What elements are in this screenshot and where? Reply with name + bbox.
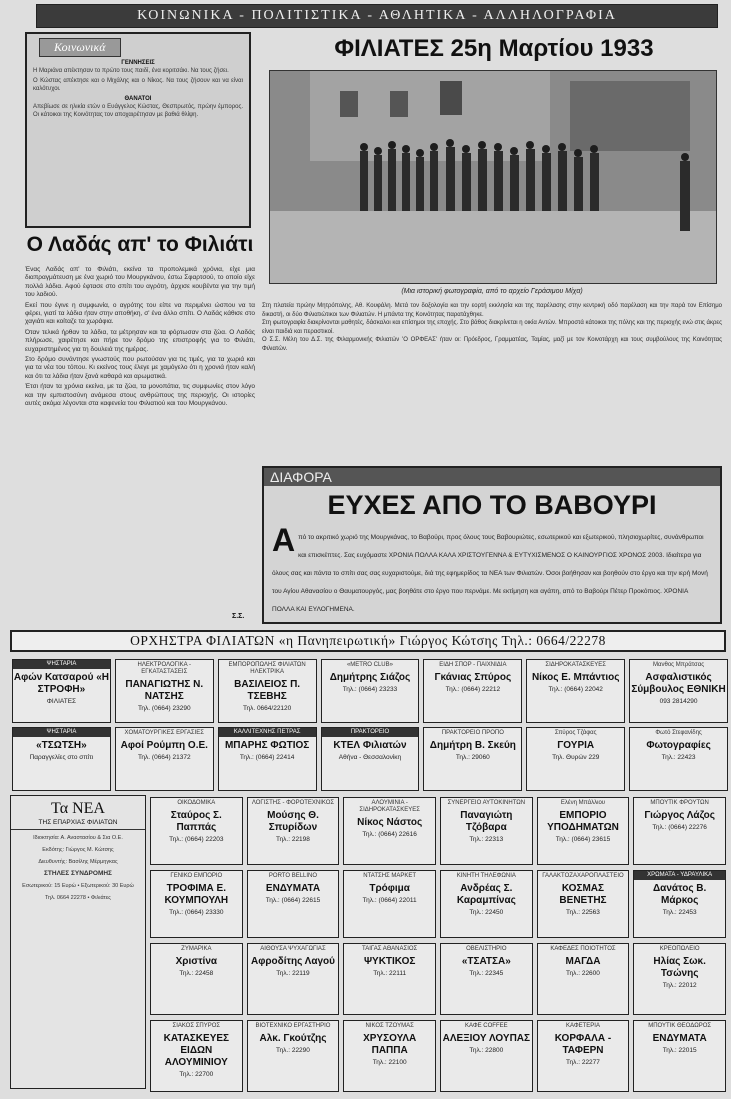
ad-phone: Τηλ.: 22100 [372,1059,407,1066]
section-banner: ΚΟΙΝΩΝΙΚΑ - ΠΟΛΙΤΙΣΤΙΚΑ - ΑΘΛΗΤΙΚΑ - ΑΛΛΗΛΟΓΡΑΦΙΑ [36,4,718,28]
diafora-text [272,526,712,620]
ad-category: ΣΙΔΗΡΟΚΑΤΑΣΚΕΥΕΣ [545,662,606,668]
diafora-body: πό το ακριτικό χωριό της Μουργκάνας, το Βαβούρι, προς όλους τους Βαβουριώτες, εσωτερικού και εξωτερικού, πλησιοχωρίτες, συνάνθρωποι και επισκέπτες. Σας ευχόμαστε ΧΡΟΝΙΑ ΠΟΛΛΑ ΚΑΛΑ ΧΡΙΣΤΟΥΓΕΝΝΑ & ΕΥΤΥΧΙΣΜΕΝΟΣ Ο ΚΑΙΝΟΥΡΓΙΟΣ ΧΡΟΝΟΣ 2003. Ιδιαίτερα για όλους σας και πάντα το σπίτι σας σας ευχαριστούμε, διά της εφημερίδος τα ΝΕΑ των Φιλιατών. Όσοι βοήθησαν και βοηθούν στο έργο και την ιερή Μονή του Αγίου Αθανασίου ο Θαυματουργός, μας βοηθάτε στο έργο που περνάμε. Με εκτίμηση και αγάπη, από το Βαβούρι Πέτερ Προκόπιος. ΧΡΟΝΙΑ ΠΟΛΛΑ ΚΑΙ ΕΥΛΟΓΗΜΕΝΑ. [272,534,708,613]
ad-phone: Τηλ. 0664/22120 [242,705,292,712]
left-article-title: Ο Λαδάς απ' το Φιλιάτι [26,233,254,256]
nea-subscriptions-head: ΣΤΗΛΕΣ ΣΥΝΔΡΟΜΗΣ [44,870,112,877]
social-heading: Κοινωνικά [39,38,121,57]
ad-business-name: Γκάνιας Σπύρος [434,672,512,683]
ad-category: ΚΑΦΕ COFFEE [465,1023,508,1029]
ad-business-name: ΕΜΠΟΡΙΟ ΥΠΟΔΗΜΑΤΩΝ [547,810,619,833]
nea-title: Τα ΝΕΑ [51,800,105,817]
left-paragraph: Έτσι ήταν τα χρόνια εκείνα, με τα ζώα, τα μονοπάτια, τις συμφωνίες στον λόγο και την εμπιστοσύνη ανάμεσα στους ανθρώπους της περιοχής. Οι ιστορίες αυτές ακόμα λέγονται στα καφενεία του Φιλιατιού και του Μουργκάνου. [25,383,255,408]
ad-box [218,727,317,791]
ad-business-name: Γιώργος Λάζος [644,810,715,821]
nea-publisher: Εκδότης: Γιώργος Μ. Κώτσης [42,847,114,853]
births-heading: ΓΕΝΝΗΣΕΙΣ [121,60,155,66]
ad-business-name: Δανάτος Β. Μάρκος [652,883,707,906]
ad-business-name: Δημήτρη Β. Σκεύη [429,740,516,751]
ad-business-name: ΚΑΤΑΣΚΕΥΕΣ ΕΙΔΩΝ ΑΛΟΥΜΙΝΙΟΥ [163,1033,230,1068]
ad-category: ΣΥΝΕΡΓΕΙΟ ΑΥΤΟΚΙΝΗΤΩΝ [447,800,526,806]
ad-business-name: ΚΟΡΦΑΛΑ - ΤΑΦΕΡΝ [554,1033,612,1056]
ad-box [633,870,726,938]
newspaper-info-box [10,795,146,1089]
ad-box [150,797,243,865]
ad-category: ΓΕΝΙΚΟ ΕΜΠΟΡΙΟ [170,873,223,879]
deaths-text: Απεβίωσε σε ηλικία ετών ο Ευάγγελος Κώστας, Θεσπρωτός, πρώην έμπορος. Οι κάτοικοι της Κοινότητας τον αποχαιρέτησαν με βαθιά θλίψη. [33,104,243,118]
ad-phone: Τηλ. (0664) 23290 [137,705,191,712]
ad-phone: Τηλ.: (0664) 23233 [342,686,398,693]
ad-business-name: Ασφαλιστικός Σύμβουλος ΕΘΝΙΚΗ [631,672,726,695]
right-paragraph: Στη φωτογραφία διακρίνονται μαθητές, δάσκαλοι και επίσημοι της εποχής. Στο βάθος διακρίνεται η οικία Αντών. Μπροστά κάτοικοι της πόλης και της περιοχής ενώ στις άκρες είναι παιδιά και περαστικοί. [262,320,722,335]
ad-box [12,727,111,791]
ad-box [247,870,340,938]
ad-business-name: ΕΝΔΥΜΑΤΑ [652,1033,707,1044]
ad-phone: Τηλ.: (0664) 22276 [652,824,707,831]
ad-box [633,943,726,1015]
ad-business-name: Σταύρος Σ. Παππάς [170,810,222,833]
ad-category: ΠΡΑΚΤΟΡΕΙΟ ΠΡΟΠΟ [441,730,504,736]
ad-category: Ελένη Μπάλλιου [560,800,606,806]
right-paragraph: Ο Σ.Σ. Μέλη του Δ.Σ. της Φιλαρμονικής Φιλιατών 'Ο ΟΡΦΕΑΣ' ήταν οι: Πρόεδρος, Γραμματέας, Ταμίας, μαζί με τον Κοινοτάρχη και τους συμβούλους της Κοινότητας Φιλιατών. [262,337,722,352]
ad-box [115,659,214,723]
historic-photo [269,70,717,284]
ad-phone: Τηλ.: 22563 [566,909,600,916]
ad-category: ΝΙΚΟΣ ΤΖΟΥΜΑΣ [365,1023,414,1029]
ad-business-name: Ανδρέας Σ. Καραμπίνας [456,883,516,906]
ad-business-name: ΜΠΑΡΗΣ ΦΩΤΙΟΣ [224,740,310,751]
ad-business-name: ΠΑΝΑΓΙΩΤΗΣ Ν. ΝΑΤΣΗΣ [125,679,204,702]
ad-box [440,1020,533,1092]
ad-box [12,659,111,723]
ad-phone: Τηλ.: (0664) 23330 [169,909,224,916]
ad-category: ΜΠΟΥΤΙΚ ΘΕΟΔΩΡΟΣ [648,1023,712,1029]
ad-business-name: ΒΑΣΙΛΕΙΟΣ Π. ΤΣΕΒΗΣ [234,679,301,702]
ad-phone: Τηλ.: (0664) 22203 [169,836,224,843]
ad-box [440,797,533,865]
ad-category: ΧΟΜΑΤΟΥΡΓΙΚΕΣ ΕΡΓΑΣΙΕΣ [124,730,204,736]
ad-phone: Τηλ.: (0664) 23615 [555,836,611,843]
ad-category: ΑΛΟΥΜΙΝΙΑ - ΣΙΔΗΡΟΚΑΤΑΣΚΕΥΕΣ [359,800,420,813]
ad-phone: Τηλ.: (0664) 22212 [445,686,501,693]
ad-business-name: Αφοί Ρούμπη Ο.Ε. [120,740,208,751]
nea-subtitle: ΤΗΣ ΕΠΑΡΧΙΑΣ ΦΙΛΙΑΤΩΝ [11,819,145,830]
left-article-signature: Σ.Σ. [232,613,245,620]
ad-category: ΑΙΘΟΥΣΑ ΨΥΧΑΓΩΓΙΑΣ [260,946,326,952]
ad-box [633,797,726,865]
ad-business-name: Αφών Κατσαρού «Η ΣΤΡΟΦΗ» [13,672,109,695]
ad-business-name: Νίκος Νάστος [357,817,423,828]
ad-category: ΕΙΔΗ ΣΠΟΡ - ΠΑΙΧΝΙΔΙΑ [439,662,507,668]
ad-business-name: Δημήτρης Σιάζος [329,672,411,683]
ad-box [343,797,436,865]
ad-phone: Τηλ.: 29060 [455,754,490,761]
ad-business-name: Χριστίνα [175,956,218,967]
left-paragraph: Εκεί που έγινε η συμφωνία, ο αγρότης του είπε να περιμένει ώσπου να τα φέρει, γιατί τα λάδια ήταν στην αποθήκη, σ' ένα άλλο σπίτι. Ο Λαδάς κάθισε στο χαγιάτι και κοίταζε τα χωράφια. [25,301,255,326]
ad-box [629,727,728,791]
ad-category: ΗΛΕΚΤΡΟΛΟΓΙΚΑ - ΕΓΚΑΤΑΣΤΑΣΕΙΣ [137,662,191,675]
ad-business-name: ΜΑΓΔΑ [565,956,601,967]
ad-phone: Τηλ.: (0664) 22616 [362,831,417,838]
left-article-body [25,266,255,616]
ad-category: ΕΜΠΟΡΟΠΩΛΗΣ ΦΙΛΙΑΤΩΝ ΗΛΕΚΤΡΙΚΑ [228,662,306,675]
ad-category: ΨΗΣΤΑΡΙΑ [13,728,110,737]
ad-category: ΠΡΑΚΤΟΡΕΙΟ [322,728,419,737]
right-article-title: ΦΙΛΙΑΤΕΣ 25η Μαρτίου 1933 [334,35,654,62]
ad-phone: 093 2814290 [659,698,698,705]
right-article-body [262,302,722,462]
ad-phone: Τηλ.: (0664) 22011 [362,897,417,904]
ad-box [247,797,340,865]
diafora-label: ΔΙΑΦΟΡΑ [264,468,720,486]
ad-box [423,659,522,723]
ad-phone: Τηλ.: 22458 [179,970,214,977]
ad-category: Μανθος Μπράτσας [653,662,705,668]
ad-category: ΧΡΩΜΑΤΑ - ΥΔΡΑΥΛΙΚΑ [634,871,725,880]
ad-phone: Τηλ.: 22423 [661,754,696,761]
ad-category: ΨΗΣΤΑΡΙΑ [13,660,110,669]
ad-phone: Αθήνα - Θεσσαλονίκη [338,754,402,761]
ad-business-name: ΚΟΣΜΑΣ ΒΕΝΕΤΗΣ [559,883,607,906]
ad-category: ΟΙΚΟΔΟΜΙΚΑ [177,800,216,806]
ad-phone: Τηλ.: (0664) 22414 [239,754,295,761]
ad-phone: Τηλ.: (0664) 22615 [265,897,321,904]
ad-box [343,870,436,938]
ad-category: ΚΑΛΛΙΤΕΧΝΗΣ ΠΕΤΡΑΣ [219,728,316,737]
ad-category: ΚΙΝΗΤΗ ΤΗΛΕΦΩΝΙΑ [456,873,516,879]
ad-box [526,659,625,723]
ad-business-name: ΚΤΕΛ Φιλιατών [333,740,407,751]
ad-phone: Τηλ.: 22198 [276,836,310,843]
ad-category: ΝΤΑΤΣΗΣ ΜΑΡΚΕΤ [363,873,417,879]
ad-phone: Τηλ.: 22277 [566,1059,600,1066]
births-text-1: Η Μαριάνα απέκτησαν το πρώτο τους παιδί, ένα κοριτσάκι. Να τους ζήσει. [33,68,229,74]
ad-box [537,870,630,938]
ad-box [150,943,243,1015]
ad-business-name: Τρόφιμα [369,883,410,894]
ad-category: ΤΑΙΓΑΣ ΑΘΑΝΑΣΙΟΣ [362,946,418,952]
ad-box [423,727,522,791]
ad-business-name: Παναγιώτη Τζόβαρα [460,810,513,833]
ad-box [150,1020,243,1092]
ad-box [537,1020,630,1092]
ad-category: ΣΙΑΚΟΣ ΣΠΥΡΟΣ [172,1023,221,1029]
ad-business-name: ΑΛΕΞΙΟΥ ΛΟΥΠΑΣ [442,1033,531,1044]
right-paragraph: Στη πλατεία πρώην Μητρόπολης, Αθ. Κουφάλη. Μετά τον δοξολογία και την εορτή εκκλησία και της παρέλασης στην κεντρική οδό παρέλαση και την παρά τον Επίσημο δικαστή, οι δύο Φιλιατιώτικοι των Φιλιατών. Η μπάντα της Κοινότητας παρατάχθηκε. [262,303,722,318]
ad-box [218,659,317,723]
ad-category: ΛΟΓΙΣΤΗΣ - ΦΟΡΟΤΕΧΝΙΚΟΣ [251,800,335,806]
ad-box [321,659,420,723]
ad-box [247,1020,340,1092]
historic-photo-drawing [270,71,716,283]
ad-phone: Τηλ. Θυρών 229 [552,754,600,761]
nea-ownership: Ιδιοκτησία: Α. Αναστασίου & Σια Ο.Ε. [33,835,123,841]
ad-category: ΓΑΛΑΚΤΟΖΑΧΑΡΟΠΛΑΣΤΕΙΟ [542,873,624,879]
ad-box [343,943,436,1015]
births-text-2: Ο Κώστας απέκτησε και ο Μιχάλης και ο Νίκος. Να τους ζήσουν και να είναι καλότυχοι. [33,78,243,92]
ad-business-name: ΕΝΔΥΜΑΤΑ [265,883,321,894]
ad-phone: Τηλ.: 22450 [469,909,504,916]
diafora-box [262,466,722,624]
ad-phone: Τηλ.: (0664) 22042 [548,686,603,693]
ad-category: ΒΙΟΤΕΧΝΙΚΟ ΕΡΓΑΣΤΗΡΙΟ [255,1023,331,1029]
social-box [25,32,251,228]
ad-phone: Τηλ.: 22015 [662,1047,697,1054]
nea-director: Διευθυντής: Βασίλης Μέρμηγκας [38,859,118,865]
ad-category: Σπύρος Τζάφας [554,730,597,736]
ad-category: ΚΑΦΕΔΕΣ ΠΟΙΟΤΗΤΟΣ [550,946,616,952]
ad-phone: ΦΙΛΙΑΤΕΣ [46,698,77,705]
ad-business-name: Νίκος Ε. Μπάντιος [531,672,620,683]
left-paragraph: Όταν τελικά ήρθαν τα λάδια, τα μέτρησαν και τα φόρτωσαν στα ζώα. Ο Λαδάς πλήρωσε, χαιρέτησε και πήρε τον δρόμο της επιστροφής για το Φιλιάτι, ευχαριστημένος για τη δουλειά της ημέρας. [25,328,255,353]
ad-category: Φωτό Στεφανίδης [655,730,702,736]
ad-business-name: Φωτογραφίες [646,740,711,751]
ad-business-name: Αφροδίτης Λαγού [250,956,335,967]
ad-category: ΟΒΕΛΙΣΤΗΡΙΟ [466,946,507,952]
orchestra-banner: ΟΡΧΗΣΤΡΑ ΦΙΛΙΑΤΩΝ «η Πανηπειρωτική» Γιώργος Κώτσης Τηλ.: 0664/22278 [10,630,726,652]
ad-phone: Τηλ.: 22119 [276,970,310,977]
nea-subscriptions: Εσωτερικού: 15 Ευρώ • Εξωτερικού: 30 Ευρώ [22,883,134,889]
ad-box [537,943,630,1015]
diafora-title: ΕΥΧΕΣ ΑΠΟ ΤΟ ΒΑΒΟΥΡΙ [327,490,657,520]
ad-business-name: ΨΥΚΤΙΚΟΣ [363,956,416,967]
ad-box [629,659,728,723]
ad-box [526,727,625,791]
ad-business-name: «ΤΣΩΤΣΗ» [36,740,87,751]
nea-contact: Τηλ. 0664 22278 • Φιλιάτες [45,895,111,901]
ad-category: ΜΠΟΥΤΙΚ ΦΡΟΥΤΩΝ [650,800,709,806]
photo-caption: (Μια ιστορική φωτογραφία, από το αρχείο Γεράσιμου Μίχα) [401,288,583,295]
ad-business-name: «ΤΣΑΤΣΑ» [461,956,511,967]
ad-business-name: ΧΡΥΣΟΥΛΑ ΠΑΠΠΑ [363,1033,417,1056]
ad-box [150,870,243,938]
ad-box [247,943,340,1015]
ad-category: PORTO BELLINO [268,873,318,879]
ad-phone: Τηλ.: 22111 [373,970,407,977]
ad-phone: Παραγγελίες στο σπίτι [29,754,94,761]
ad-box [537,797,630,865]
ad-box [321,727,420,791]
ad-business-name: Ηλίας Σωκ. Τσώνης [653,956,706,979]
dropcap-letter: Α [272,526,296,558]
ad-box [440,943,533,1015]
left-paragraph: Ένας Λαδάς απ' το Φιλιάτι, εκείνα τα προπολεμικά χρόνια, είχε μια διαπραγμάτευση με ένα χωριό του Μουργκάνου, έστω Σφαρτσού, το οποίο είχε πολλά λάδια. Αφού έφτασε στο σπίτι του αγρότη, άρχισε κουβέντα για την τιμή του λαδιού. [25,266,255,299]
ad-box [633,1020,726,1092]
ad-category: ΚΑΦΕΤΕΡΙΑ [566,1023,600,1029]
ad-phone: Τηλ.: 22290 [276,1047,310,1054]
ad-box [440,870,533,938]
ad-business-name: Αλκ. Γκούτζης [259,1033,327,1044]
ad-category: ΖΥΜΑΡΙΚΑ [181,946,212,952]
ad-phone: Τηλ.: 22800 [469,1047,504,1054]
ad-box [343,1020,436,1092]
ad-phone: Τηλ. (0664) 21372 [137,754,191,761]
ad-phone: Τηλ.: 22700 [179,1071,214,1078]
ad-business-name: Μούσης Θ. Σπυρίδων [267,810,319,833]
left-paragraph: Στο δρόμο συνάντησε γνωστούς που ρωτούσαν για τις τιμές, για τα χωριά και για τα νέα του τόπου. Κι εκείνος τους έλεγε με χαμόγελο ότι η χρονιά ήταν καλή και ότι τα λάδια ήταν ξανά καθαρά και αρωματικά. [25,356,255,380]
ad-phone: Τηλ.: 22600 [566,970,600,977]
ad-phone: Τηλ.: 22313 [469,836,504,843]
ad-phone: Τηλ.: 22012 [662,982,697,989]
ad-business-name: ΓΟΥΡΙΑ [557,740,595,751]
ad-category: «METRO CLUB» [346,662,393,668]
ad-box [115,727,214,791]
ad-phone: Τηλ.: 22345 [469,970,504,977]
ad-phone: Τηλ.: 22453 [662,909,697,916]
ad-business-name: ΤΡΟΦΙΜΑ Ε. ΚΟΥΜΠΟΥΛΗ [164,883,229,906]
ad-category: ΚΡΕΟΠΩΛΕΙΟ [659,946,700,952]
deaths-heading: ΘΑΝΑΤΟΙ [124,96,152,102]
